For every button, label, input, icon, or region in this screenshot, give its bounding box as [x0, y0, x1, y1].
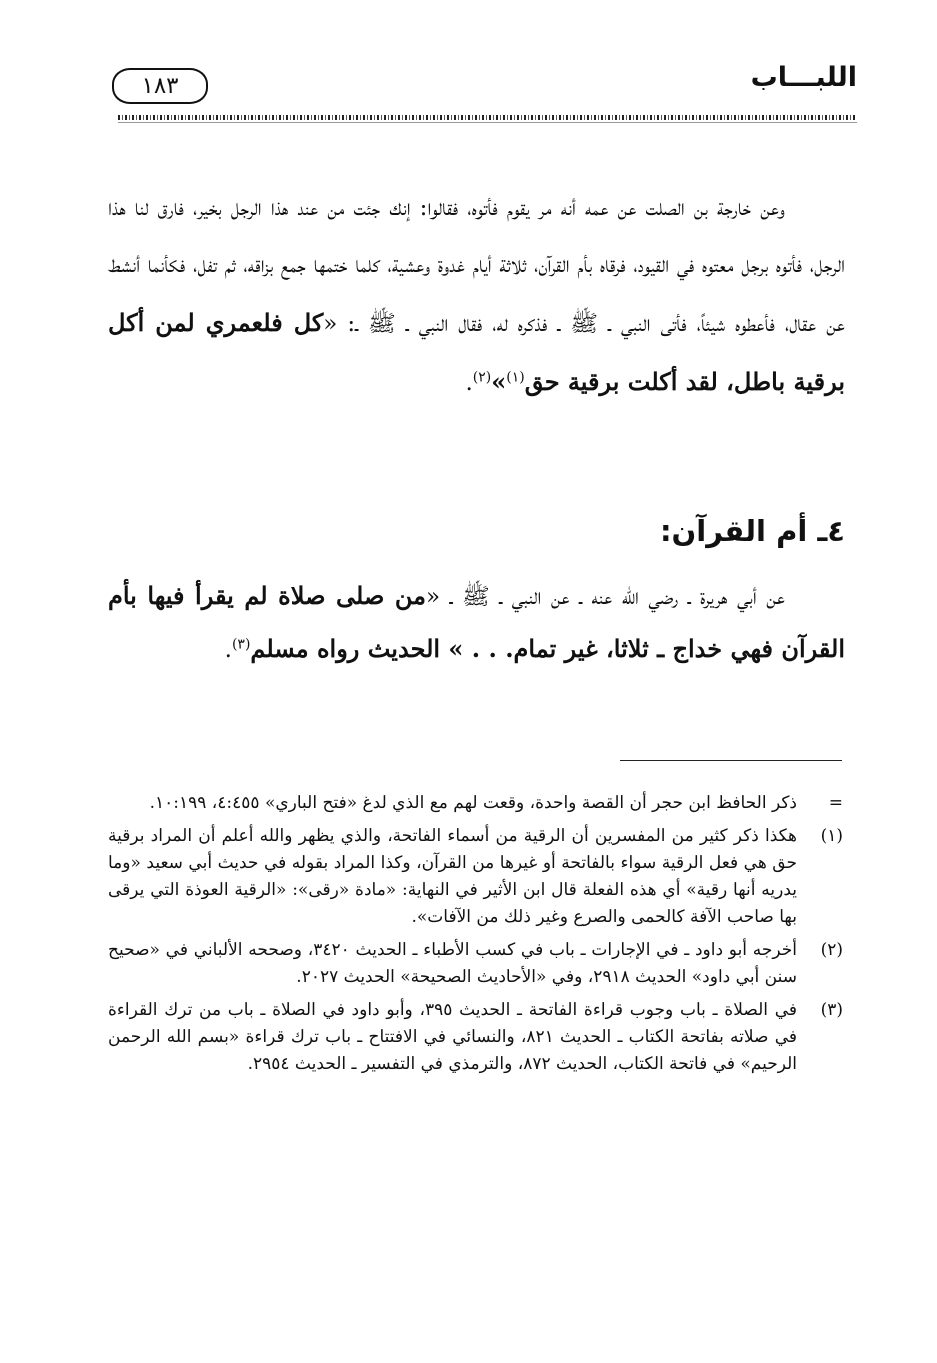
footnote-separator	[620, 760, 842, 761]
footnote-continuation	[108, 790, 843, 817]
footnote-3	[108, 997, 843, 1078]
footnote-text: أخرجه أبو داود ـ في الإجارات ـ باب في كسب الأطباء ـ الحديث ٣٤٢٠، وصححه الألباني في «صحيح سنن أبي داود» الحديث ٢٩١٨، وفي «الأحاديث الصحيحة» الحديث ٢٠٢٧.	[108, 940, 798, 987]
footnote-1	[108, 823, 843, 931]
header-rule-thin	[118, 122, 857, 123]
footnote-ref-3[interactable]: (٣)	[231, 636, 251, 653]
footnote-2	[108, 937, 843, 991]
footnote-marker: (١)	[820, 826, 843, 846]
footnote-text: في الصلاة ـ باب وجوب قراءة الفاتحة ـ الحديث ٣٩٥، وأبو داود في الصلاة ـ باب من ترك القراءة في صلاته بفاتحة الكتاب ـ الحديث ٨٢١، والنسائي في الافتتاح ـ باب ترك قراءة «بسم الله الرحمن الرحيم» في فاتحة الكتاب، الحديث ٨٧٢، والترمذي في التفسير ـ الحديث ٢٩٥٤.	[108, 1000, 797, 1074]
hadith-end: .	[224, 637, 232, 663]
footnote-text: هكذا ذكر كثير من المفسرين أن الرقية من أسماء الفاتحة، والذي يظهر والله أعلم أن المراد برقية حق هي فعل الرقية سواء بالفاتحة أو غيرها من القرآن، وكذا المراد بقوله في حديث أبي سعيد «وما يدريه أنها رقية» أي هذه الفعلة قال ابن الأثير في النهاية: «مادة «رقى»: «الرقية العوذة التي يرقى بها صاحب الآفة كالحمى والصرع وغير ذلك من الآفات».	[108, 826, 797, 927]
story-end: .	[465, 370, 473, 396]
closing-quote-mark: »	[491, 367, 507, 396]
footnote-marker: (٢)	[820, 940, 843, 960]
footnote-ref-1[interactable]: (١)	[506, 369, 525, 386]
story-text: وعن خارجة بن الصلت عن عمه أنه مر يقوم فأتوه، فقالوا: إنك جئت من عند هذا الرجل بخير، فارق لنا هذا الرجل، فأتوه برجل معتوه في القيود، فرقاه بأم القرآن، ثلاثة أيام غدوة وعشية، كلما ختمها جمع بزاقه، ثم تفل، فكأنما أنشط عن عقال، فأعطوه شيئاً، فأتى النبي ـ ﷺ ـ فذكره له، فقال النبي ـ ﷺ ـ: «	[108, 195, 845, 337]
footnote-marker: (٣)	[820, 1000, 843, 1020]
hadith-paragraph	[108, 570, 845, 676]
footnote-text: ذكر الحافظ ابن حجر أن القصة واحدة، وقعت لهم مع الذي لدغ «فتح الباري» ٤:٤٥٥، ١٠:١٩٩.	[149, 793, 797, 813]
footnotes	[108, 790, 843, 1084]
prophet-quote: كل فلعمري لمن أكل برقية باطل، لقد أكلت برقية حق	[108, 308, 845, 396]
running-title: اللبـــاب	[750, 62, 857, 93]
story-paragraph	[108, 180, 845, 412]
footnote-ref-2[interactable]: (٢)	[472, 369, 492, 386]
header-rule	[118, 115, 857, 120]
hadith-intro: عن أبي هريرة ـ رضي الله عنه ـ عن النبي ـ ﷺ ـ «	[426, 584, 785, 610]
section-heading: ٤ـ أم القرآن:	[659, 514, 845, 548]
footnote-marker: =	[828, 793, 843, 813]
page-number-badge: ١٨٣	[112, 68, 208, 104]
hadith-quote: من صلى صلاة لم يقرأ فيها بأم القرآن فهي خداج ـ ثلاثا، غير تمام. . . » الحديث رواه مسلم	[108, 581, 845, 663]
